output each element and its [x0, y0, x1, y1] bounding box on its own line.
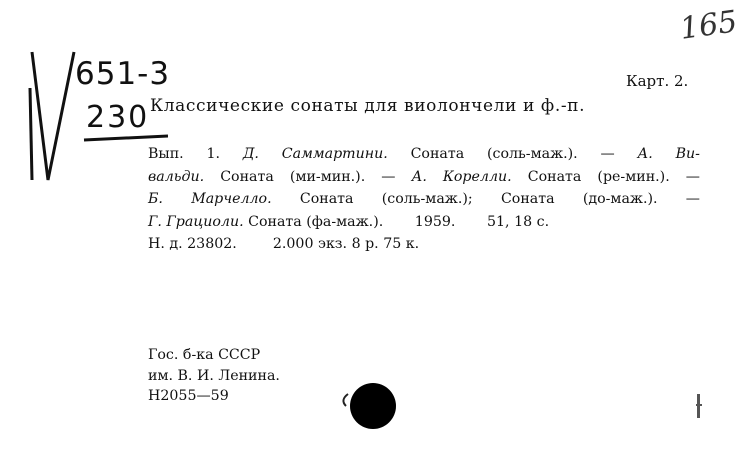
publisher-block: [148, 345, 280, 407]
shelf-mark-bottom: 230: [86, 100, 150, 135]
description-block: [148, 143, 700, 256]
handwritten-corner-number: 165: [677, 4, 740, 47]
author-name: Г. Грациоли.: [148, 213, 244, 230]
description-line: [148, 143, 700, 166]
description-text: Соната (соль-маж.); Соната (до-маж.). —: [271, 191, 700, 207]
edge-mark: [697, 394, 700, 418]
publisher-line: им. В. И. Ленина.: [148, 367, 280, 384]
shelf-mark-top: 651-3: [75, 56, 171, 92]
description-text: Вып. 1.: [148, 146, 243, 162]
description-line: [148, 188, 700, 211]
publisher-line: Н2055—59: [148, 388, 229, 404]
description-text: Соната (ре-мин.). —: [511, 168, 700, 185]
description-text: Соната (фа-маж.). 1959. 51, 18 с.: [243, 213, 550, 230]
edge-mark: [696, 404, 702, 406]
description-text: Соната (соль-маж.). —: [387, 146, 638, 162]
author-name: А. Корелли.: [411, 168, 512, 185]
description-line: [148, 166, 700, 189]
description-line: [148, 211, 700, 234]
author-name: вальди.: [148, 168, 205, 185]
card-title: Классические сонаты для виолончели и ф.-п.: [150, 96, 586, 116]
description-text: Соната (ми-мин.). —: [204, 168, 412, 185]
punch-hole: [338, 376, 402, 436]
author-name: Б. Марчелло.: [148, 191, 272, 207]
card-number: Карт. 2.: [626, 72, 689, 90]
publisher-line: Гос. б-ка СССР: [148, 347, 261, 363]
description-text: Н. д. 23802. 2.000 экз. 8 р. 75 к.: [148, 236, 420, 252]
author-name: Д. Саммартини.: [242, 146, 388, 162]
author-name: А. Ви-: [637, 146, 700, 162]
description-line: [148, 233, 700, 256]
